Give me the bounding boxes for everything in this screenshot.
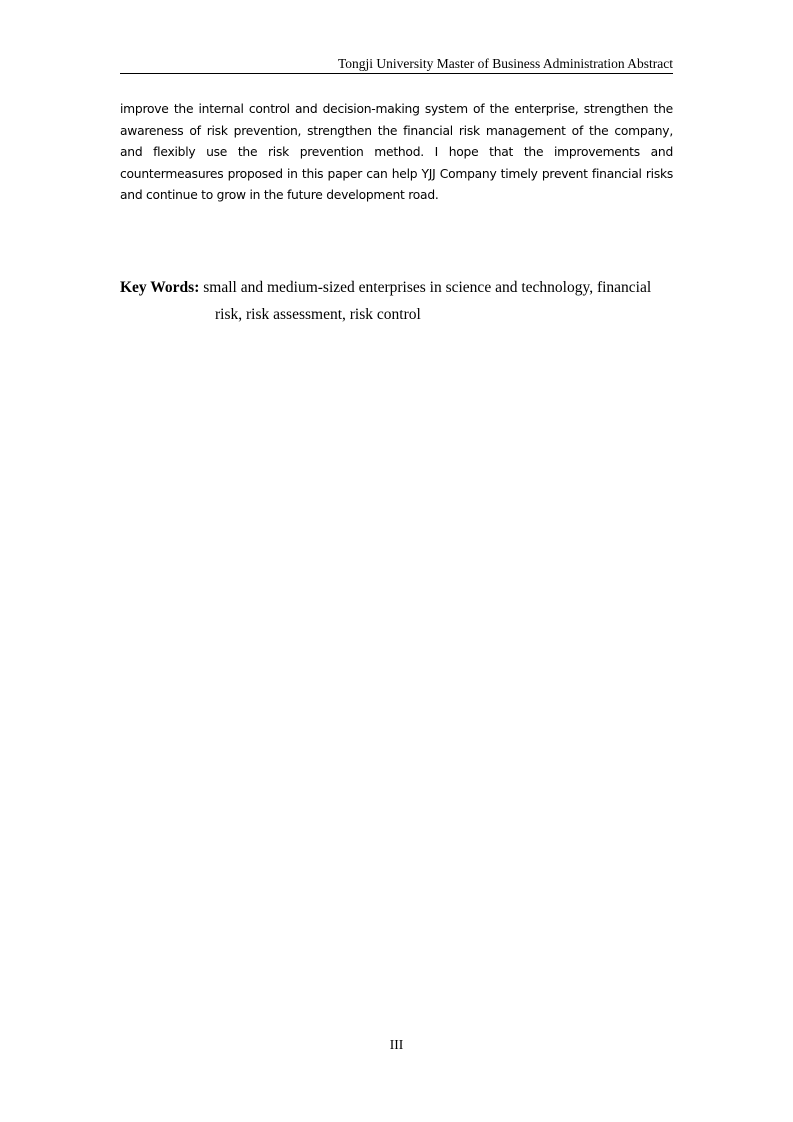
header-rule [120, 73, 673, 74]
running-header: Tongji University Master of Business Administration Abstract [337, 56, 673, 71]
keywords-continuation: risk, risk assessment, risk control [215, 306, 421, 323]
page-number: III [389, 1037, 404, 1052]
keywords-label: Key Words: [120, 279, 200, 296]
abstract-paragraph: improve the internal control and decision-making system of the enterprise, strengthen the awareness of risk prevention, strengthen the financial risk management of the company, and flexibly use the risk prevention method. I hope that the improvements and countermeasures proposed in this paper can help YJJ Company timely prevent financial risks and continue to grow in the future development road. [120, 102, 673, 202]
keywords-line [120, 274, 673, 301]
keywords-text: small and medium-sized enterprises in science and technology, financial [203, 279, 652, 296]
